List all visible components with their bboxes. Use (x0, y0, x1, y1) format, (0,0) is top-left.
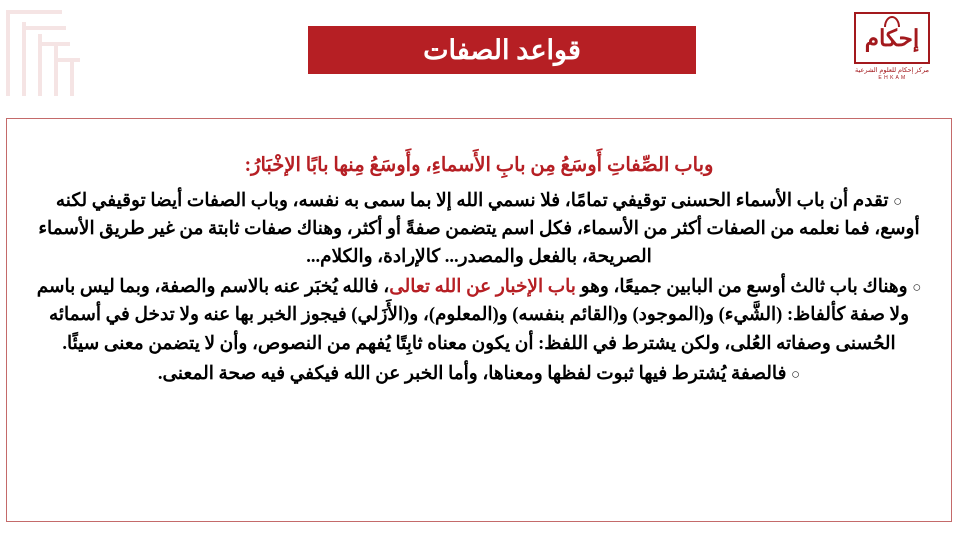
bullet-marker-1: ○ (893, 194, 903, 210)
logo-wordmark: إحكام (864, 25, 920, 51)
logo-subtitle-latin: E H K A M (878, 75, 906, 82)
content-paragraph-1 (27, 187, 931, 271)
mosque-dome-icon (884, 16, 900, 27)
brand-logo (846, 12, 938, 81)
page-title: قواعد الصفات (423, 34, 581, 65)
bullet-marker-2: ○ (912, 280, 922, 297)
paragraph-2-text-before: وهناك باب ثالث أوسع من البابين جميعًا، وهو (575, 277, 908, 298)
content-paragraph-3 (27, 360, 931, 388)
bullet-marker-3: ○ (791, 366, 801, 383)
page-title-banner (308, 26, 696, 74)
content-panel (6, 118, 952, 522)
paragraph-2-highlight: باب الإخبار عن الله تعالى (389, 277, 576, 298)
content-paragraph-2 (27, 273, 931, 357)
logo-frame (854, 12, 930, 64)
content-heading: وباب الصِّفاتِ أَوسَعُ مِن بابِ الأَسماءِ، وأَوسَعُ مِنها بابًا الإخْبَارُ: (244, 155, 714, 176)
logo-subtitle: مركز إحكام للعلوم الشرعية (855, 67, 929, 74)
paragraph-1-text: تقدم أن باب الأسماء الحسنى توقيفي تمامًا، فلا نسمي الله إلا بما سمى به نفسه، وباب الصفات أيضا توقيفي لكنه أوسع، فما نعلمه من الصفات أكثر من الأسماء، فكل اسم يتضمن صفةً أو أكثر، وهناك صفات ثابتة من غير طريق الأسماء الصريحة، بالفعل والمصدر... كالإرادة، والكلام... (38, 191, 920, 268)
decorative-watermark (0, 0, 120, 110)
paragraph-2-text-after: ، فالله يُخبَر عنه بالاسم والصفة، وبما ليس باسم ولا صفة كألفاظ: (الشَّيء) و(الموجود) و(القائم بنفسه) و(المعلوم)، و(الأَزَلي) فيجوز الخبر بها عنه ولا تدخل في أسمائه الحُسنى وصفاته العُلى، ولكن يشترط في اللفظ: أن يكون معناه ثابِتًا يُفهم من النصوص، وأن لا يتضمن معنى سيئًا. (36, 277, 910, 354)
paragraph-3-text: فالصفة يُشترط فيها ثبوت لفظها ومعناها، وأما الخبر عن الله فيكفي فيه صحة المعنى. (157, 363, 787, 384)
